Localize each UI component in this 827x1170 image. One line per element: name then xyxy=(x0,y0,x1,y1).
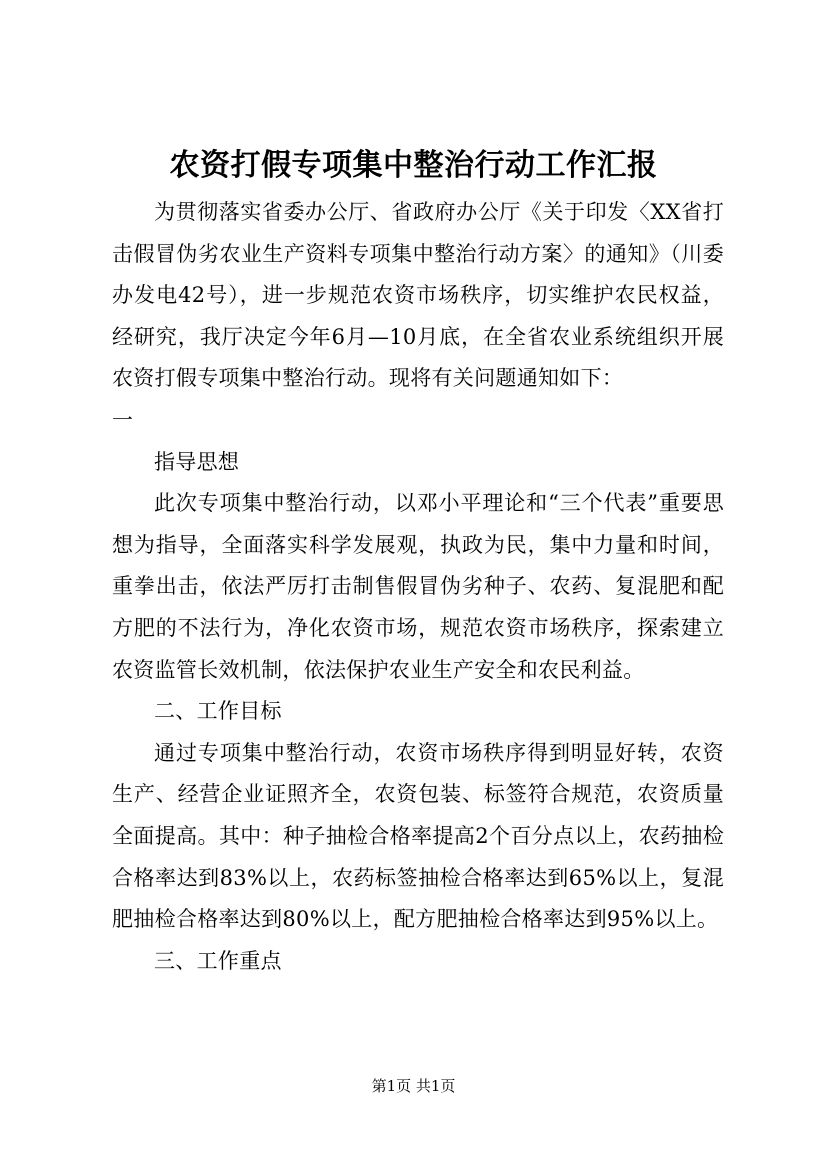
page-footer: 第1页 共1页 xyxy=(371,1077,456,1095)
work-goals-paragraph: 通过专项集中整治行动，农资市场秩序得到明显好转，农资生产、经营企业证照齐全，农资包装、标签符合规范，农资质量全面提高。其中：种子抽检合格率提高2个百分点以上，农药抽检合格率达到83%以上，农药标签抽检合格率达到65%以上，复混肥抽检合格率达到80%以上，配方肥抽检合格率达到95%以上。 xyxy=(112,740,724,932)
document-title: 农资打假专项集中整治行动工作汇报 xyxy=(169,148,658,183)
section-one-marker: 一 xyxy=(112,407,134,432)
guiding-ideology-paragraph: 此次专项集中整治行动，以邓小平理论和“三个代表”重要思想为指导，全面落实科学发展观，执政为民，集中力量和时间，重拳出击，依法严厉打击制售假冒伪劣种子、农药、复混肥和配方肥的不法行为，净化农资市场，规范农资市场秩序，探索建立农资监管长效机制，依法保护农业生产安全和农民利益。 xyxy=(112,491,724,682)
section-heading-work-focus: 三、工作重点 xyxy=(154,948,282,973)
intro-paragraph: 为贯彻落实省委办公厅、省政府办公厅《关于印发〈XX省打击假冒伪劣农业生产资料专项集中整治行动方案〉的通知》（川委办发电42号），进一步规范农资市场秩序，切实维护农民权益，经研究，我厅决定今年6月—10月底，在全省农业系统组织开展农资打假专项集中整治行动。现将有关问题通知如下： xyxy=(112,200,724,391)
section-heading-guiding-ideology: 指导思想 xyxy=(154,449,240,474)
document-body xyxy=(112,192,724,982)
section-heading-work-goals: 二、工作目标 xyxy=(154,699,282,724)
